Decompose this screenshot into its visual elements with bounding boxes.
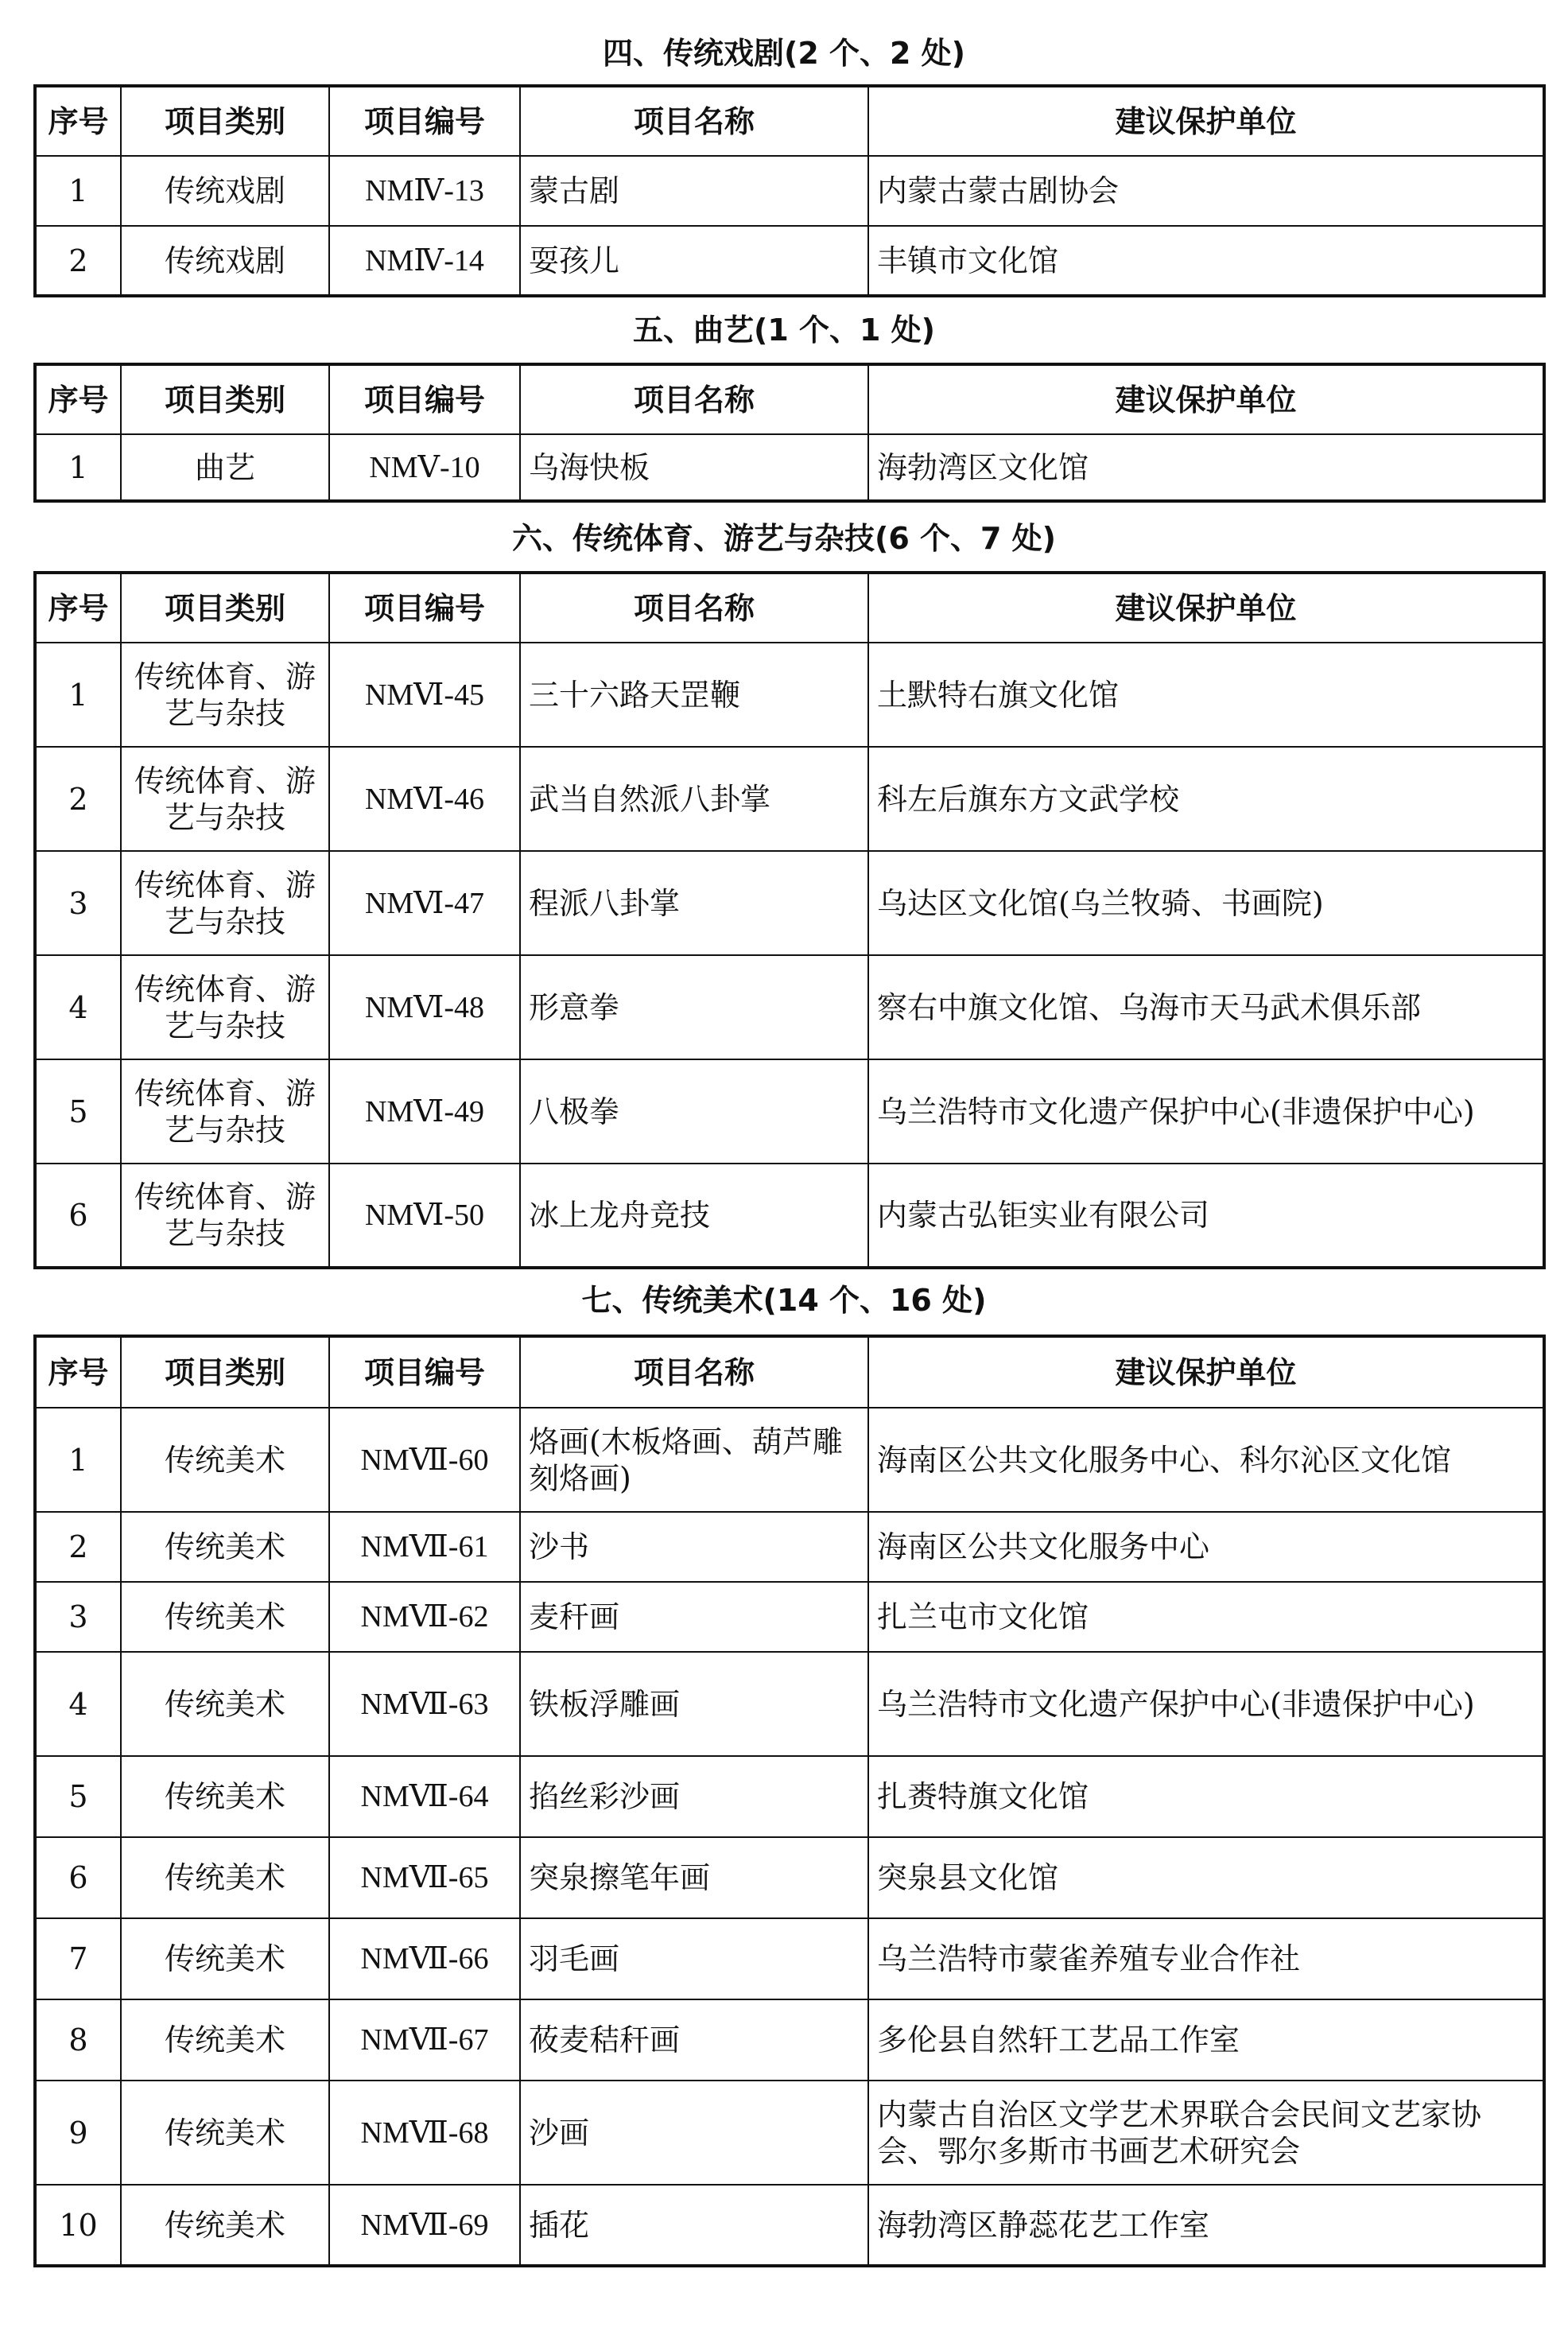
cell-no: 6 [35,1164,121,1268]
cell-code: NMⅣ-14 [329,226,520,296]
table-row [35,1837,1544,1918]
table-row [35,1164,1544,1268]
cell-no: 8 [35,1999,121,2081]
cell-no: 3 [35,851,121,955]
cell-unit: 多伦县自然轩工艺品工作室 [868,1999,1544,2081]
cell-no: 2 [35,226,121,296]
table-header-row [35,86,1544,156]
cell-code: NMⅥ-48 [329,955,520,1059]
cell-category: 传统美术 [121,1756,329,1837]
table-row [35,1652,1544,1756]
table-row [35,156,1544,226]
cell-code: NMⅥ-49 [329,1059,520,1164]
table-row [35,1918,1544,1999]
cell-unit: 乌兰浩特市蒙雀养殖专业合作社 [868,1918,1544,1999]
cell-no: 1 [35,643,121,747]
cell-unit: 海南区公共文化服务中心 [868,1512,1544,1582]
cell-name: 掐丝彩沙画 [520,1756,868,1837]
header-name: 项目名称 [520,1336,868,1408]
table-traditional-opera [33,84,1546,297]
table-sports-acrobatics [33,571,1546,1269]
cell-code: NMⅤ-10 [329,434,520,501]
cell-unit: 海勃湾区文化馆 [868,434,1544,501]
header-unit: 建议保护单位 [868,573,1544,643]
cell-no: 5 [35,1756,121,1837]
cell-category: 传统美术 [121,1582,329,1652]
table-row [35,643,1544,747]
table-header-row [35,364,1544,434]
header-code: 项目编号 [329,364,520,434]
table-row [35,747,1544,851]
header-category: 项目类别 [121,1336,329,1408]
cell-code: NMⅦ-62 [329,1582,520,1652]
header-category: 项目类别 [121,86,329,156]
table-traditional-art [33,1335,1546,2267]
table-quyi [33,363,1546,503]
table-row [35,1999,1544,2081]
section-title-quyi: 五、曲艺(1 个、1 处) [632,313,936,348]
cell-unit: 海南区公共文化服务中心、科尔沁区文化馆 [868,1408,1544,1512]
table-header-row [35,1336,1544,1408]
header-unit: 建议保护单位 [868,86,1544,156]
cell-unit: 内蒙古弘钜实业有限公司 [868,1164,1544,1268]
cell-no: 2 [35,1512,121,1582]
cell-unit: 突泉县文化馆 [868,1837,1544,1918]
header-code: 项目编号 [329,573,520,643]
cell-category: 传统美术 [121,2081,329,2185]
cell-name: 三十六路天罡鞭 [520,643,868,747]
header-unit: 建议保护单位 [868,1336,1544,1408]
cell-name: 铁板浮雕画 [520,1652,868,1756]
cell-code: NMⅥ-45 [329,643,520,747]
cell-unit: 扎赉特旗文化馆 [868,1756,1544,1837]
cell-category: 传统体育、游艺与杂技 [121,1164,329,1268]
cell-code: NMⅥ-47 [329,851,520,955]
cell-category: 传统体育、游艺与杂技 [121,643,329,747]
cell-category: 传统戏剧 [121,156,329,226]
cell-name: 八极拳 [520,1059,868,1164]
cell-category: 传统美术 [121,1999,329,2081]
cell-code: NMⅦ-65 [329,1837,520,1918]
cell-name: 羽毛画 [520,1918,868,1999]
header-name: 项目名称 [520,573,868,643]
cell-code: NMⅣ-13 [329,156,520,226]
table-row [35,851,1544,955]
table-row [35,2185,1544,2266]
cell-code: NMⅥ-46 [329,747,520,851]
cell-no: 9 [35,2081,121,2185]
cell-category: 传统美术 [121,1512,329,1582]
header-code: 项目编号 [329,86,520,156]
cell-code: NMⅦ-60 [329,1408,520,1512]
table-row [35,2081,1544,2185]
cell-category: 传统美术 [121,1408,329,1512]
cell-no: 2 [35,747,121,851]
cell-name: 烙画(木板烙画、葫芦雕刻烙画) [520,1408,868,1512]
section-title-traditional-art: 七、传统美术(14 个、16 处) [581,1283,987,1318]
cell-no: 6 [35,1837,121,1918]
cell-name: 耍孩儿 [520,226,868,296]
cell-category: 传统美术 [121,2185,329,2266]
cell-no: 1 [35,434,121,501]
cell-code: NMⅦ-64 [329,1756,520,1837]
cell-unit: 科左后旗东方文武学校 [868,747,1544,851]
cell-unit: 内蒙古蒙古剧协会 [868,156,1544,226]
cell-unit: 丰镇市文化馆 [868,226,1544,296]
header-category: 项目类别 [121,364,329,434]
header-no: 序号 [35,1336,121,1408]
cell-unit: 察右中旗文化馆、乌海市天马武术俱乐部 [868,955,1544,1059]
cell-unit: 扎兰屯市文化馆 [868,1582,1544,1652]
cell-unit: 内蒙古自治区文学艺术界联合会民间文艺家协会、鄂尔多斯市书画艺术研究会 [868,2081,1544,2185]
cell-name: 冰上龙舟竞技 [520,1164,868,1268]
cell-no: 1 [35,1408,121,1512]
table-row [35,434,1544,501]
header-name: 项目名称 [520,86,868,156]
cell-category: 传统体育、游艺与杂技 [121,1059,329,1164]
cell-code: NMⅦ-63 [329,1652,520,1756]
section-title-sports-acrobatics: 六、传统体育、游艺与杂技(6 个、7 处) [511,521,1057,556]
cell-category: 传统美术 [121,1652,329,1756]
cell-name: 沙书 [520,1512,868,1582]
table-row [35,1512,1544,1582]
table-row [35,1059,1544,1164]
cell-name: 武当自然派八卦掌 [520,747,868,851]
cell-name: 麦秆画 [520,1582,868,1652]
header-name: 项目名称 [520,364,868,434]
cell-name: 插花 [520,2185,868,2266]
cell-no: 5 [35,1059,121,1164]
header-category: 项目类别 [121,573,329,643]
table-header-row [35,573,1544,643]
header-unit: 建议保护单位 [868,364,1544,434]
cell-unit: 乌兰浩特市文化遗产保护中心(非遗保护中心) [868,1652,1544,1756]
cell-unit: 海勃湾区静蕊花艺工作室 [868,2185,1544,2266]
cell-code: NMⅥ-50 [329,1164,520,1268]
cell-category: 传统戏剧 [121,226,329,296]
cell-no: 7 [35,1918,121,1999]
cell-no: 4 [35,955,121,1059]
cell-code: NMⅦ-67 [329,1999,520,2081]
table-row [35,955,1544,1059]
cell-code: NMⅦ-69 [329,2185,520,2266]
table-row [35,1582,1544,1652]
cell-name: 乌海快板 [520,434,868,501]
cell-category: 传统美术 [121,1837,329,1918]
cell-name: 程派八卦掌 [520,851,868,955]
cell-code: NMⅦ-68 [329,2081,520,2185]
cell-name: 莜麦秸秆画 [520,1999,868,2081]
section-title-traditional-opera: 四、传统戏剧(2 个、2 处) [602,36,966,71]
cell-category: 传统美术 [121,1918,329,1999]
cell-no: 1 [35,156,121,226]
header-no: 序号 [35,573,121,643]
cell-no: 10 [35,2185,121,2266]
cell-unit: 乌兰浩特市文化遗产保护中心(非遗保护中心) [868,1059,1544,1164]
cell-category: 传统体育、游艺与杂技 [121,955,329,1059]
cell-unit: 乌达区文化馆(乌兰牧骑、书画院) [868,851,1544,955]
cell-category: 传统体育、游艺与杂技 [121,851,329,955]
cell-category: 曲艺 [121,434,329,501]
header-code: 项目编号 [329,1336,520,1408]
table-row [35,1756,1544,1837]
table-row [35,1408,1544,1512]
cell-unit: 土默特右旗文化馆 [868,643,1544,747]
cell-no: 4 [35,1652,121,1756]
cell-name: 形意拳 [520,955,868,1059]
header-no: 序号 [35,86,121,156]
header-no: 序号 [35,364,121,434]
cell-code: NMⅦ-66 [329,1918,520,1999]
cell-code: NMⅦ-61 [329,1512,520,1582]
cell-name: 蒙古剧 [520,156,868,226]
table-row [35,226,1544,296]
cell-name: 沙画 [520,2081,868,2185]
cell-no: 3 [35,1582,121,1652]
cell-category: 传统体育、游艺与杂技 [121,747,329,851]
cell-name: 突泉擦笔年画 [520,1837,868,1918]
